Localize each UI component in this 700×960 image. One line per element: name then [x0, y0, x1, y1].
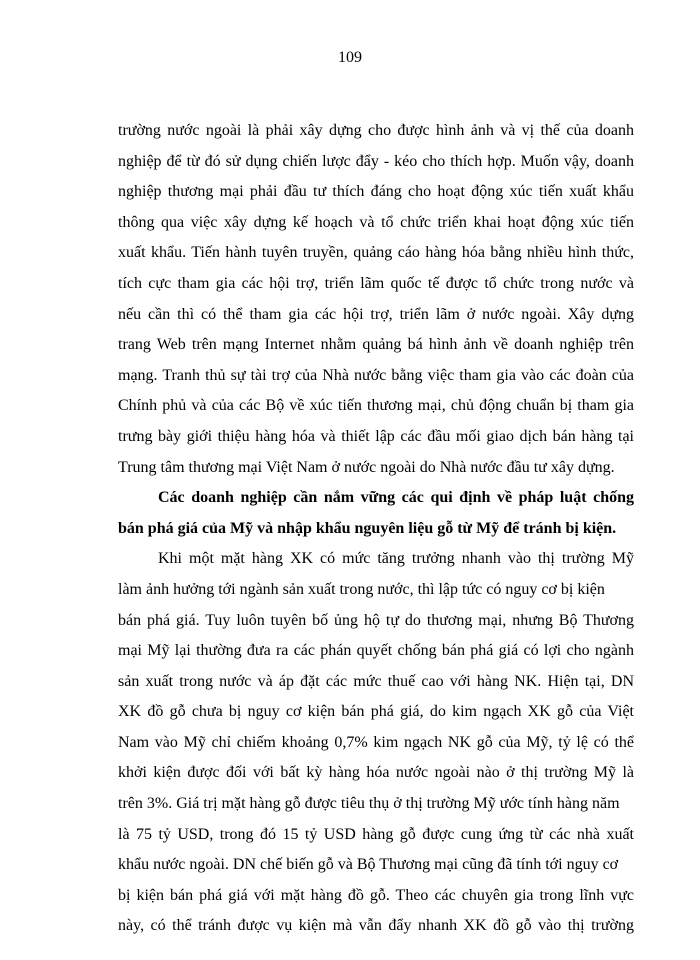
text-line: trường nước ngoài là phải xây dựng cho được hình ảnh và vị thế của doanh: [118, 122, 634, 139]
text-line: trang Web trên mạng Internet nhằm quảng bá hình ảnh về doanh nghiệp trên: [118, 336, 634, 354]
text-line: nghiệp để từ đó sử dụng chiến lược đẩy - kéo cho thích hợp. Muốn vậy, doanh: [118, 152, 634, 170]
text-line: Trung tâm thương mại Việt Nam ở nước ngoài do Nhà nước đầu tư xây dựng.: [118, 458, 615, 476]
section-heading-line: Các doanh nghiệp cần nắm vững các qui định về pháp luật chống: [158, 489, 634, 507]
text-line: Nam vào Mỹ chỉ chiếm khoảng 0,7% kim ngạch NK gỗ của Mỹ, tỷ lệ có thể: [118, 733, 634, 751]
text-line: Khi một mặt hàng XK có mức tăng trưởng nhanh vào thị trường Mỹ: [158, 550, 634, 568]
text-line: bị kiện bán phá giá với mặt hàng đồ gỗ. Theo các chuyên gia trong lĩnh vực: [118, 886, 634, 904]
text-line: trên 3%. Giá trị mặt hàng gỗ được tiêu thụ ở thị trường Mỹ ước tính hàng năm: [118, 795, 620, 813]
text-line: Chính phủ và của các Bộ về xúc tiến thương mại, chủ động chuẩn bị tham gia: [118, 397, 634, 415]
text-line: XK đồ gỗ chưa bị nguy cơ kiện bán phá giá, do kim ngạch XK gỗ của Việt: [118, 703, 634, 721]
text-line: xuất khẩu. Tiến hành tuyên truyền, quảng cáo hàng hóa bằng nhiều hình thức,: [118, 244, 634, 262]
text-line: khẩu nước ngoài. DN chế biến gỗ và Bộ Thương mại cũng đã tính tới nguy cơ: [118, 856, 619, 874]
text-line: mạng. Tranh thủ sự tài trợ của Nhà nước bằng việc tham gia vào các đoàn của: [118, 366, 634, 384]
text-line: làm ảnh hưởng tới ngành sản xuất trong nước, thì lập tức có nguy cơ bị kiện: [118, 580, 605, 598]
text-line: nghiệp thương mại phải đầu tư thích đáng cho hoạt động xúc tiến xuất khẩu: [118, 183, 634, 201]
text-line: thông qua việc xây dựng kế hoạch và tổ chức triển khai hoạt động xúc tiến: [118, 213, 634, 231]
text-line: bán phá giá. Tuy luôn tuyên bố ủng hộ tự do thương mại, nhưng Bộ Thương: [118, 611, 634, 629]
section-heading-line: bán phá giá của Mỹ và nhập khẩu nguyên liệu gỗ từ Mỹ để tránh bị kiện.: [118, 519, 617, 537]
text-line: tích cực tham gia các hội trợ, triển lãm quốc tế được tổ chức trong nước và: [118, 274, 634, 292]
body-text: [118, 116, 634, 942]
text-line: trưng bày giới thiệu hàng hóa và thiết lập các đầu mối giao dịch bán hàng tại: [118, 427, 634, 445]
text-line: nếu cần thì có thể tham gia các hội trợ, triển lãm ở nước ngoài. Xây dựng: [118, 305, 634, 323]
text-line: mại Mỹ lại thường đưa ra các phán quyết chống bán phá giá có lợi cho ngành: [118, 642, 634, 660]
text-line: khởi kiện được đối với bất kỳ hàng hóa nước ngoài nào ở thị trường Mỹ là: [118, 764, 634, 782]
text-line: sản xuất trong nước và áp đặt các mức thuế cao với hàng NK. Hiện tại, DN: [118, 672, 634, 690]
page-number: 109: [338, 49, 362, 66]
text-line: là 75 tỷ USD, trong đó 15 tỷ USD hàng gỗ được cung ứng từ các nhà xuất: [118, 825, 634, 843]
text-line: này, có thể tránh được vụ kiện mà vẫn đẩy nhanh XK đồ gỗ vào thị trường: [118, 917, 634, 935]
